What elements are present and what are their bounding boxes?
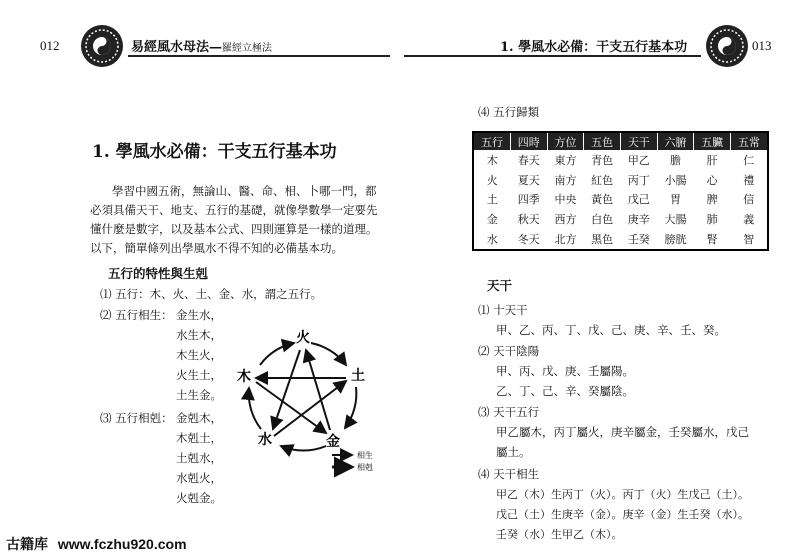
table-cell: 甲乙 <box>627 153 650 167</box>
table-cell: 智 <box>743 233 755 247</box>
table-cell: 膽 <box>669 153 681 167</box>
table-cell: 青色 <box>591 153 614 167</box>
table-cell: 黑色 <box>591 233 614 247</box>
header-cell: 五常 <box>731 132 769 150</box>
table-cell: 肝 <box>706 153 718 167</box>
table-cell: 胃 <box>669 193 681 207</box>
tiangan-item-text: 戊己（土）生庚辛（金）。庚辛（金）生壬癸（水）。 <box>496 508 749 521</box>
taiji-seal-icon <box>80 24 124 68</box>
legend-ke-label: 相剋 <box>357 463 373 472</box>
table-cell: 壬癸 <box>627 233 650 247</box>
table-cell: 仁 <box>743 153 755 167</box>
ke-line: 土剋水， <box>176 451 222 465</box>
wuxing-item-1: ⑴ 五行：木、火、土、金、水，謂之五行。 <box>100 287 323 301</box>
tiangan-item-text: 乙、丁、己、辛、癸屬陰。 <box>496 384 634 398</box>
table-cell: 北方 <box>554 233 577 247</box>
table-cell: 夏天 <box>517 173 540 187</box>
wuxing-subtitle: 五行的特性與生剋 <box>108 266 209 281</box>
table-cell: 膀胱 <box>664 233 687 247</box>
table-cell: 白色 <box>591 213 614 227</box>
tiangan-item-text: 甲乙屬木，丙丁屬火，庚辛屬金，壬癸屬水，戊己 <box>496 425 749 439</box>
title-dash: — <box>209 40 223 55</box>
table-cell: 丙丁 <box>627 173 650 187</box>
table-cell: 肺 <box>706 213 718 227</box>
header-cell: 六腑 <box>657 132 694 150</box>
table-cell: 小腸 <box>664 173 687 187</box>
table-cell: 黃色 <box>591 193 614 207</box>
ke-line: 火剋金。 <box>176 491 222 505</box>
table-row <box>473 209 768 229</box>
table-cell: 四季 <box>517 193 540 207</box>
table-cell: 土 <box>486 193 498 207</box>
left-page-number: 012 <box>40 38 60 53</box>
site-url[interactable]: www.fczhu920.com <box>57 536 187 552</box>
sheng-line: 金生水， <box>176 308 222 322</box>
ke-line-arrow <box>273 350 300 429</box>
sheng-line: 火生土， <box>176 368 222 382</box>
ke-line: 金剋木， <box>176 411 222 425</box>
element-earth: 土 <box>351 368 365 384</box>
tiangan-item-text: 壬癸（水）生甲乙（木）。 <box>496 528 623 541</box>
header-cell: 五臟 <box>694 132 731 150</box>
sheng-arc <box>249 388 261 429</box>
table-cell: 西方 <box>554 213 577 227</box>
section-title: 1. 學風水必備：干支五行基本功 <box>92 142 337 162</box>
header-cell: 方位 <box>547 132 584 150</box>
ke-line-arrow <box>306 350 330 430</box>
intro-paragraph: 學習中國五術，無論山、醫、命、相、卜哪一門，都必須具備天干、地支、五行的基礎，就像學數學一定要先懂什麼是數字，以及基本公式、四則運算是一樣的道理。以下，簡單條列出學風水不得不知的必備基本功。 <box>90 184 378 255</box>
header-cell: 五色 <box>584 132 621 150</box>
right-header-rule <box>404 55 701 57</box>
ke-line-arrow <box>256 382 326 433</box>
table-cell: 木 <box>486 153 498 167</box>
tiangan-item-label: ⑷ 天干相生 <box>478 467 540 481</box>
table-cell: 紅色 <box>591 173 614 187</box>
left-running-title <box>131 36 272 55</box>
table-cell: 秋天 <box>517 213 540 227</box>
sheng-line: 水生木， <box>176 328 222 342</box>
right-page-number: 013 <box>752 38 772 53</box>
book-subtitle: 羅經立極法 <box>222 43 273 54</box>
table-cell: 大腸 <box>664 213 687 227</box>
table-cell: 信 <box>743 193 755 207</box>
wuxing-classification-table <box>472 131 769 251</box>
sheng-arc <box>311 343 346 365</box>
sheng-line: 木生火， <box>176 348 222 362</box>
table-header-row <box>473 132 768 150</box>
sheng-arc <box>260 343 294 365</box>
table-cell: 庚辛 <box>627 213 650 227</box>
ke-line-arrow <box>274 381 346 436</box>
table-cell: 水 <box>486 233 498 247</box>
table-row <box>473 170 768 190</box>
ke-line: 水剋火， <box>176 471 222 485</box>
sheng-label: ⑵ 五行相生： <box>100 308 173 322</box>
tiangan-item-text: 甲、丙、戊、庚、壬屬陽。 <box>496 364 634 378</box>
header-cell: 天干 <box>620 132 657 150</box>
tiangan-title: 天干 <box>487 278 513 293</box>
header-cell: 四時 <box>510 132 547 150</box>
sheng-arc <box>345 387 356 428</box>
table-cell: 春天 <box>517 153 540 167</box>
tiangan-item-text: 屬土。 <box>496 445 531 459</box>
table-title: ⑷ 五行歸類 <box>478 105 540 119</box>
element-water: 水 <box>258 432 272 448</box>
site-watermark <box>6 534 187 554</box>
table-row <box>473 229 768 250</box>
tiangan-item-label: ⑴ 十天干 <box>478 303 528 317</box>
element-wood: 木 <box>237 369 251 385</box>
tiangan-item-label: ⑵ 天干陰陽 <box>478 344 540 358</box>
right-running-title: 1. 學風水必備：干支五行基本功 <box>500 40 688 55</box>
sheng-line: 土生金。 <box>176 388 222 402</box>
ke-line: 木剋土， <box>176 431 222 445</box>
tiangan-item-text: 甲、乙、丙、丁、戊、己、庚、辛、壬、癸。 <box>496 323 726 337</box>
table-cell: 火 <box>486 173 498 187</box>
table-cell: 金 <box>486 213 498 227</box>
table-cell: 中央 <box>554 193 577 207</box>
ke-label: ⑶ 五行相剋： <box>100 411 173 425</box>
element-metal: 金 <box>326 434 340 450</box>
table-cell: 禮 <box>743 173 755 187</box>
tiangan-item-label: ⑶ 天干五行 <box>478 405 540 419</box>
left-header-rule <box>128 55 390 57</box>
table-row <box>473 190 768 210</box>
taiji-seal-icon <box>705 24 749 68</box>
header-cell: 五行 <box>473 132 510 150</box>
wuxing-cycle-diagram <box>228 325 378 490</box>
legend-sheng-label: 相生 <box>357 451 373 460</box>
element-fire: 火 <box>296 330 310 346</box>
table-cell: 戊己 <box>627 193 650 207</box>
table-cell: 南方 <box>554 173 577 187</box>
table-cell: 腎 <box>706 233 718 247</box>
table-cell: 心 <box>706 173 718 187</box>
table-cell: 義 <box>743 213 755 227</box>
site-name: 古籍库 <box>6 536 48 552</box>
table-row <box>473 150 768 170</box>
table-cell: 冬天 <box>517 233 540 247</box>
tiangan-item-text: 甲乙（木）生丙丁（火）。丙丁（火）生戊己（土）。 <box>496 488 749 501</box>
sheng-arc <box>281 446 326 451</box>
table-cell: 脾 <box>706 193 718 207</box>
table-cell: 東方 <box>554 153 577 167</box>
book-title: 易經風水母法 <box>131 40 210 55</box>
